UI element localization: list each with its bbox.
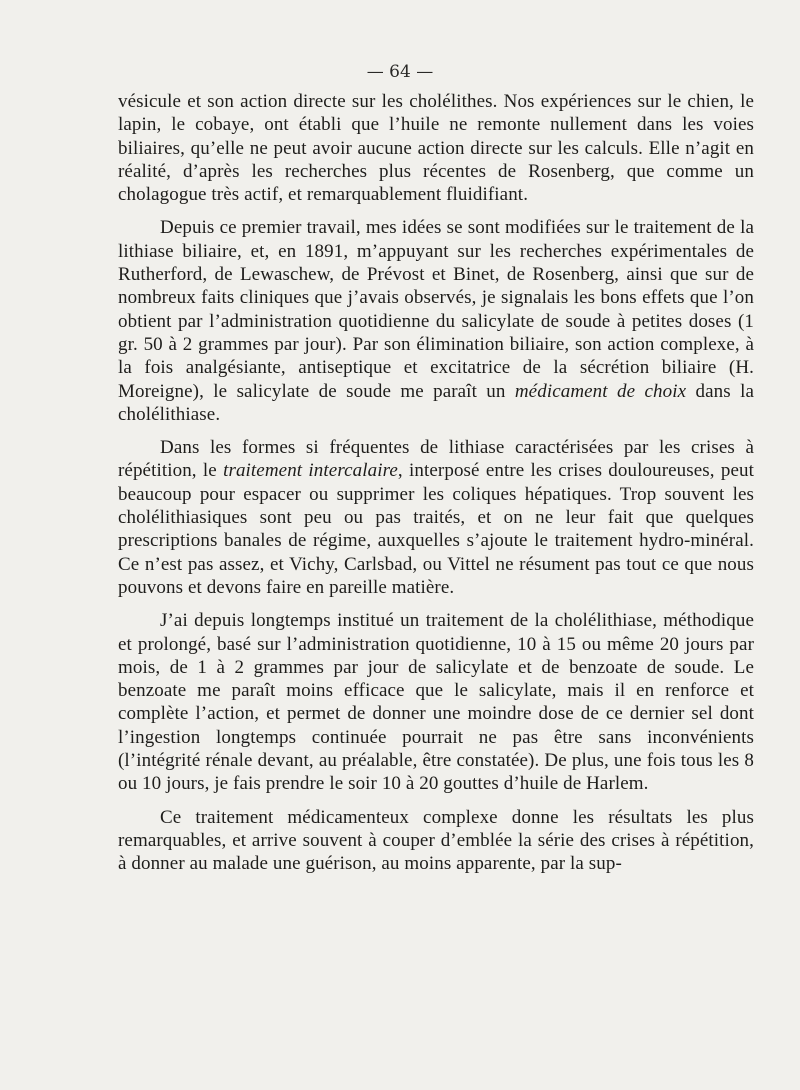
paragraph-1 <box>118 90 754 206</box>
page-number: — 64 — <box>366 62 434 82</box>
paragraph-2-text-b: dans la cholélithiase. <box>118 380 755 425</box>
paragraph-5 <box>118 806 754 876</box>
body-text <box>118 90 754 876</box>
paragraph-1-text: vésicule et son action directe sur les cholélithes. Nos expériences sur le chien, le lapin, le cobaye, ont établi que l’huile ne remonte nullement dans les voies biliaires, qu’elle ne peut avoir aucune action directe sur les calculs. Elle n’agit en réalité, d’après les recherches plus récentes de Rosenberg, que comme un cholagogue très actif, et remarquablement fluidifiant. <box>118 91 754 206</box>
paragraph-3 <box>118 436 754 599</box>
paragraph-4-text: J’ai depuis longtemps institué un traitement de la cholélithiase, méthodique et prolongé, basé sur l’administration quotidienne, 10 à 15 ou même 20 jours par mois, de 1 à 2 grammes par jour de salicylate et de benzoate de soude. Le benzoate me paraît moins efficace que le salicylate, mais il en renforce et complète l’action, et permet de donner une moindre dose de ce dernier sel dont l’ingestion longtemps continuée pourrait ne pas être sans inconvénients (l’intégrité rénale devant, au préalable, être constatée). De plus, une fois tous les 8 ou 10 jours, je fais prendre le soir 10 à 20 gouttes d’huile de Harlem. <box>118 610 754 795</box>
paragraph-4 <box>118 609 754 795</box>
paragraph-2 <box>118 216 754 426</box>
paragraph-2-text-a: Depuis ce premier travail, mes idées se sont modifiées sur le traitement de la lithiase biliaire, et, en 1891, m’appuyant sur les recherches expérimentales de Rutherford, de Lewaschew, de Prévost et Binet, de Rosenberg, ainsi que sur de nombreux faits cliniques que j’avais observés, je signalais les bons effets que l’on obtient par l’administration quotidienne du salicylate de soude à petites doses (1 gr. 50 à 2 grammes par jour). Par son élimination biliaire, son action complexe, à la fois analgésiante, antiseptique et excitatrice de la sécrétion biliaire (H. Moreigne), le salicylate de soude me paraît un <box>118 217 754 402</box>
paragraph-5-text: Ce traitement médicamenteux complexe donne les résultats les plus remarquables, et arrive souvent à couper d’emblée la série des crises à répétition, à donner au malade une guérison, au moins apparente, par la sup- <box>118 806 754 875</box>
paragraph-3-text-a: Dans les formes si fréquentes de lithiase caractérisées par les crises à répétition, le <box>118 437 754 482</box>
paragraph-3-text-b: , interposé entre les crises douloureuses, peut beaucoup pour espacer ou supprimer les coliques hépatiques. Trop souvent les cholélithiasiques sont peu ou pas traités, et on ne leur fait que quelques prescriptions banales de régime, auxquelles s’ajoute le traitement hydro-minéral. Ce n’est pas assez, et Vichy, Carlsbad, ou Vittel ne résument pas tout ce que nous pouvons et devons faire en pareille matière. <box>118 460 754 598</box>
paragraph-2-italic-medicament: médicament de choix <box>514 380 687 402</box>
paragraph-3-italic-traitement: traitement intercalaire <box>223 460 398 482</box>
